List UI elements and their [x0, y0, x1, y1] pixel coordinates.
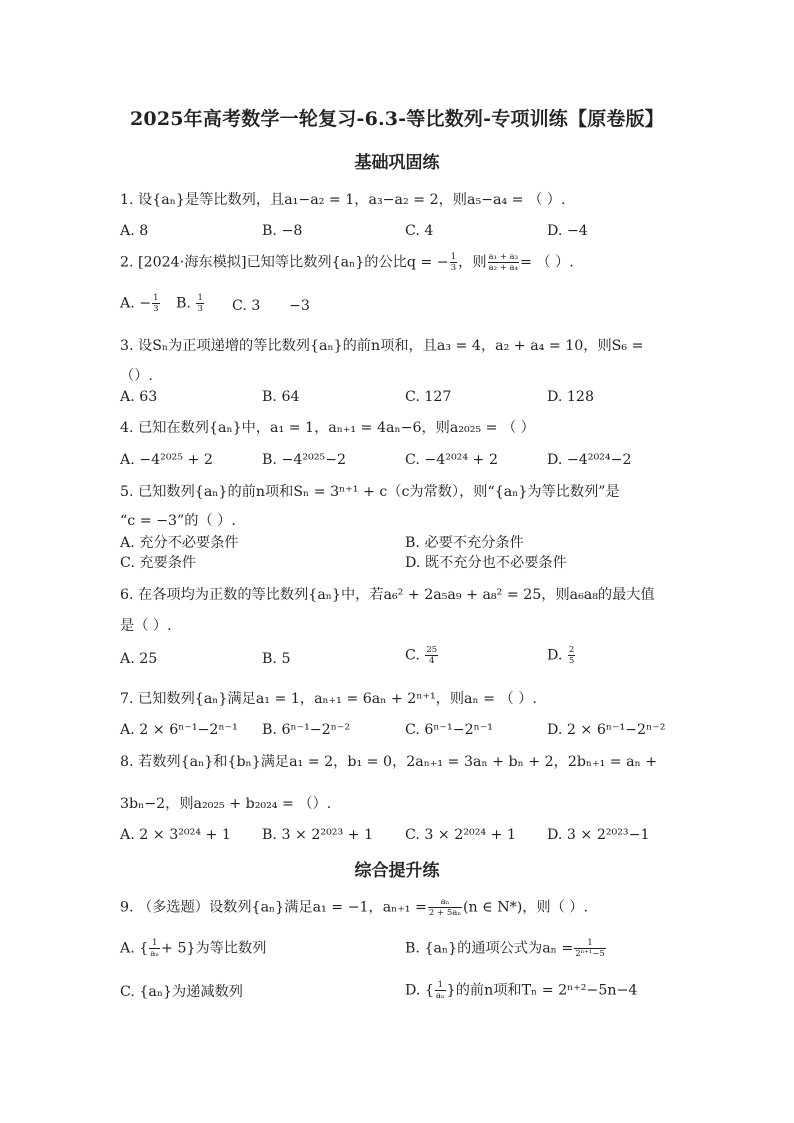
question-1-option-c: C. 4: [405, 223, 434, 239]
question-8-option-b: B. 3 × 2²⁰²³ + 1: [262, 827, 374, 843]
question-4-option-c: C. −4²⁰²⁴ + 2: [405, 452, 498, 468]
fraction-denominator: a₂ + a₄: [488, 263, 518, 273]
question-8-option-d: D. 3 × 2²⁰²³−1: [547, 827, 650, 843]
document-title: 2025年高考数学一轮复习-6.3-等比数列-专项训练【原卷版】: [130, 108, 664, 130]
fraction-numerator: 1: [450, 252, 457, 262]
question-2-stem: [120, 252, 574, 273]
question-2-ratio-fraction: [488, 252, 519, 273]
question-9-stem-suffix: (n ∈ N*)，则（ ）.: [463, 899, 589, 916]
fraction-numerator: 1: [435, 980, 446, 991]
fraction-numerator: 1: [574, 938, 606, 949]
question-6-stem-line-2: 是（ ）.: [120, 618, 172, 634]
question-9-stem: [120, 897, 588, 918]
question-2-stem-suffix: = （ ）.: [520, 254, 574, 271]
question-2-option-a: [120, 293, 161, 314]
question-2-option-b: [176, 293, 205, 314]
question-9-recurrence-fraction: [428, 897, 462, 918]
question-5-option-d: D. 既不充分也不必要条件: [405, 555, 567, 571]
question-7-option-b: B. 6ⁿ⁻¹−2ⁿ⁻²: [262, 722, 351, 738]
question-3-option-a: A. 63: [120, 389, 158, 405]
question-4-option-a: A. −4²⁰²⁵ + 2: [120, 452, 213, 468]
fraction-denominator: 3: [197, 304, 203, 314]
question-9-option-d: [405, 980, 637, 1001]
question-4-option-d: D. −4²⁰²⁴−2: [547, 452, 632, 468]
section-heading-basic: 基础巩固练: [354, 153, 440, 173]
fraction-numerator: 1: [197, 293, 203, 303]
question-6-option-a: A. 25: [120, 651, 158, 667]
question-2-stem-prefix: 2. [2024·海东模拟]已知等比数列{aₙ}的公比q = −: [120, 254, 449, 271]
option-fraction: [425, 645, 438, 666]
question-1-stem: 1. 设{aₙ}是等比数列，且a₁−a₂ = 1，a₃−a₂ = 2，则a₅−a₄ = （ ）.: [120, 192, 566, 208]
fraction-numerator: 1: [149, 938, 160, 949]
option-fraction: [568, 645, 575, 666]
question-2-option-c: C. 3: [232, 298, 261, 314]
question-7-stem: 7. 已知数列{aₙ}满足a₁ = 1，aₙ₊₁ = 6aₙ + 2ⁿ⁺¹，则aₙ = （ ）.: [120, 691, 537, 707]
option-label: D.: [547, 647, 563, 664]
fraction-denominator: 2 + 5aₙ: [428, 908, 461, 918]
fraction-numerator: 2: [568, 645, 575, 655]
question-7-option-c: C. 6ⁿ⁻¹−2ⁿ⁻¹: [405, 722, 493, 738]
fraction-denominator: 4: [429, 656, 435, 666]
question-5-option-b: B. 必要不充分条件: [405, 535, 524, 551]
option-suffix: }的前n项和Tₙ = 2ⁿ⁺²−5n−4: [446, 982, 638, 999]
option-fraction: [574, 938, 606, 959]
question-4-stem: 4. 已知在数列{aₙ}中，a₁ = 1，aₙ₊₁ = 4aₙ−6，则a₂₀₂₅ = （ ）: [120, 420, 535, 436]
question-8-stem-line-2: 3bₙ−2，则a₂₀₂₅ + b₂₀₂₄ = （）.: [120, 796, 332, 812]
fraction-numerator: a₁ + a₃: [488, 252, 518, 262]
fraction-denominator: aₙ: [150, 949, 160, 959]
question-7-option-d: D. 2 × 6ⁿ⁻¹−2ⁿ⁻²: [547, 722, 666, 738]
question-8-option-c: C. 3 × 2²⁰²⁴ + 1: [405, 827, 517, 843]
question-5-stem-line-1: 5. 已知数列{aₙ}的前n项和Sₙ = 3ⁿ⁺¹ + c（c为常数），则“{aₙ}为等比数列”是: [120, 484, 620, 500]
option-suffix: + 5}为等比数列: [161, 940, 267, 957]
question-1-option-d: D. −4: [547, 223, 588, 239]
question-9-stem-prefix: 9. （多选题）设数列{aₙ}满足a₁ = −1，aₙ₊₁ =: [120, 899, 427, 916]
question-9-option-c: C. {aₙ}为递减数列: [120, 984, 243, 1000]
fraction-denominator: aₙ: [435, 991, 445, 1001]
question-3-option-d: D. 128: [547, 389, 594, 405]
question-9-option-b: [405, 938, 607, 959]
question-6-option-d: [547, 645, 576, 666]
question-5-option-a: A. 充分不必要条件: [120, 535, 239, 551]
option-prefix: A. {: [120, 940, 149, 957]
question-7-option-a: A. 2 × 6ⁿ⁻¹−2ⁿ⁻¹: [120, 722, 238, 738]
fraction-numerator: aₙ: [428, 897, 462, 908]
question-8-stem-line-1: 8. 若数列{aₙ}和{bₙ}满足a₁ = 2，b₁ = 0，2aₙ₊₁ = 3aₙ + bₙ + 2，2bₙ₊₁ = aₙ +: [120, 754, 658, 770]
option-label: C.: [405, 647, 420, 664]
option-fraction: [435, 980, 446, 1001]
fraction-denominator: 3: [450, 263, 457, 273]
fraction-denominator: 2ⁿ⁺¹−5: [575, 949, 605, 959]
question-1-option-b: B. −8: [262, 223, 303, 239]
question-2-q-fraction: [450, 252, 457, 273]
question-2-stem-mid: ，则: [458, 254, 487, 271]
option-fraction: [196, 293, 203, 314]
question-5-option-c: C. 充要条件: [120, 555, 197, 571]
question-1-option-a: A. 8: [120, 223, 149, 239]
question-3-option-b: B. 64: [262, 389, 300, 405]
question-9-option-a: [120, 938, 266, 959]
question-3-stem-line-2: （）.: [120, 368, 153, 384]
question-8-option-a: A. 2 × 3²⁰²⁴ + 1: [120, 827, 231, 843]
fraction-numerator: 25: [426, 645, 438, 655]
question-5-stem-line-2: “c = −3”的（ ）.: [120, 513, 236, 529]
option-prefix: B. {aₙ}的通项公式为aₙ =: [405, 940, 574, 957]
option-fraction: [149, 938, 160, 959]
option-label: A. −: [120, 295, 152, 312]
fraction-numerator: 1: [153, 293, 159, 303]
option-label: B.: [176, 295, 191, 312]
question-3-option-c: C. 127: [405, 389, 452, 405]
option-prefix: D. {: [405, 982, 434, 999]
question-3-stem-line-1: 3. 设Sₙ为正项递增的等比数列{aₙ}的前n项和，且a₃ = 4，a₂ + a₄ = 10，则S₆ =: [120, 338, 644, 354]
fraction-denominator: 3: [153, 304, 159, 314]
option-fraction: [152, 293, 159, 314]
question-6-stem-line-1: 6. 在各项均为正数的等比数列{aₙ}中，若a₆² + 2a₅a₉ + a₈² = 25，则a₆a₈的最大值: [120, 587, 655, 603]
question-6-option-b: B. 5: [262, 651, 291, 667]
question-4-option-b: B. −4²⁰²⁵−2: [262, 452, 347, 468]
fraction-denominator: 5: [568, 656, 575, 666]
question-6-option-c: [405, 645, 439, 666]
section-heading-advanced: 综合提升练: [354, 861, 440, 881]
question-2-option-d: −3: [289, 298, 310, 314]
